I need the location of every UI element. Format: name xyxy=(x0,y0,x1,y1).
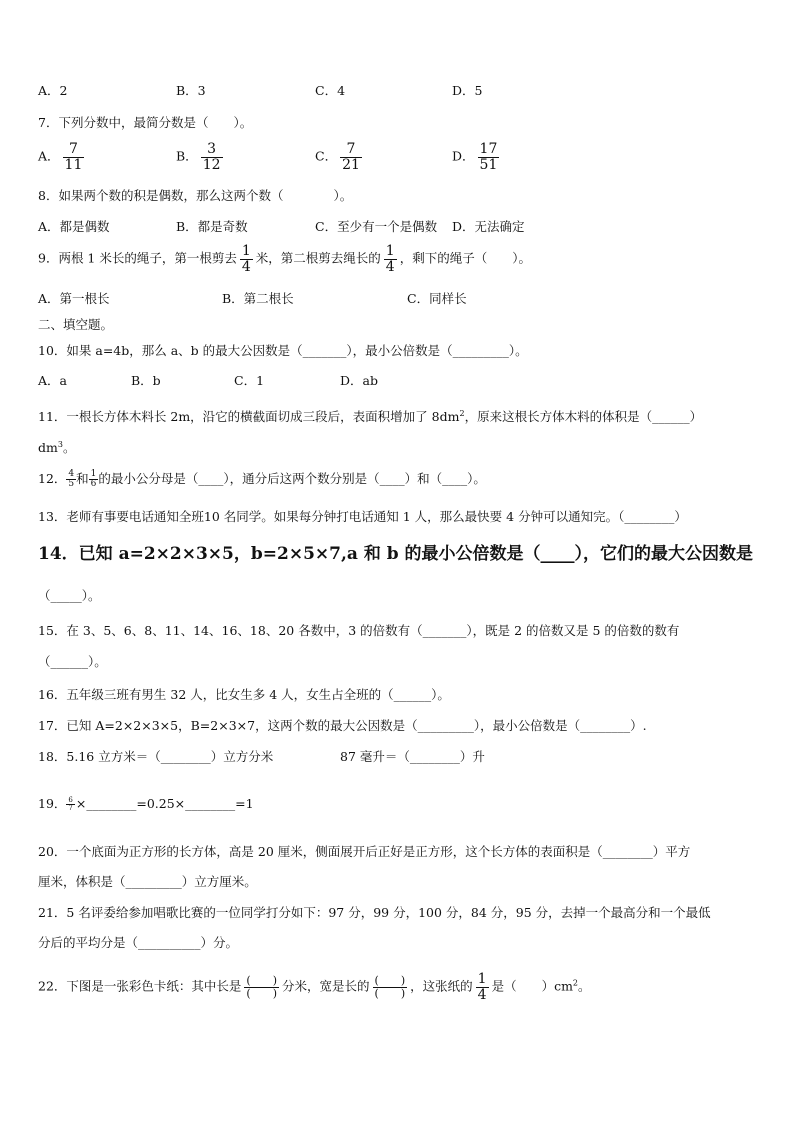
option-label: B． xyxy=(176,148,198,164)
q9-text-3: ，剩下的绳子（ ）。 xyxy=(399,250,531,266)
numerator: 1 xyxy=(90,468,97,479)
denominator-blank: ( ) xyxy=(374,986,406,1000)
fraction xyxy=(240,244,253,274)
numerator: 6 xyxy=(68,795,73,804)
q12-and: 和 xyxy=(76,471,89,486)
q15-line-2: （______）。 xyxy=(38,654,107,669)
q14-line-1: 14．已知 a=2×2×3×5，b=2×5×7,a 和 b 的最小公倍数是（____），它们的最大公因数是 xyxy=(38,544,754,564)
q22-text-2: 分米，宽是长的 xyxy=(282,978,370,994)
q19-number: 19． xyxy=(38,796,67,811)
fraction xyxy=(89,470,99,490)
q11-text-2: ，原来这根长方体木料的体积是（______） xyxy=(464,409,703,425)
denominator: 5 xyxy=(68,479,75,489)
q6-option-d: D．5 xyxy=(452,83,483,98)
q10-option-d: D．ab xyxy=(340,373,378,388)
option-label: A． xyxy=(38,148,60,164)
denominator: 4 xyxy=(477,986,487,1003)
q8-option-d: D．无法确定 xyxy=(452,219,525,234)
denominator: 51 xyxy=(479,156,498,173)
q21-line-1: 21．5 名评委给参加唱歌比赛的一位同学打分如下：97 分，99 分，100 分，84 分，95 分，去掉一个最高分和一个最低 xyxy=(38,905,711,920)
q8-option-a: A．都是偶数 xyxy=(38,219,110,234)
q15-line-1: 15．在 3、5、6、8、11、14、16、18、20 各数中，3 的倍数有（_______），既是 2 的倍数又是 5 的倍数的数有 xyxy=(38,623,680,638)
numerator: 1 xyxy=(477,971,487,987)
q9-option-b: B．第二根长 xyxy=(222,291,294,306)
q13-stem: 13．老师有事要电话通知全班10 名同学。如果每分钟打电话通知 1 人，那么最快要 4 分钟可以通知完。（________） xyxy=(38,509,687,524)
q20-line-1: 20．一个底面为正方形的长方体，高是 20 厘米，侧面展开后正好是正方形，这个长方体的表面积是（________）平方 xyxy=(38,844,691,859)
q11-line-2 xyxy=(38,435,75,458)
q16-stem: 16．五年级三班有男生 32 人，比女生多 4 人，女生占全班的（______）。 xyxy=(38,687,450,702)
q9-stem xyxy=(38,244,531,274)
blank-fraction xyxy=(373,975,408,999)
numerator: 7 xyxy=(63,142,85,158)
q12-text: 的最小公分母是（____），通分后这两个数分别是（____）和（____）。 xyxy=(98,471,486,486)
q10-option-c: C．1 xyxy=(234,373,265,388)
fraction xyxy=(66,797,74,813)
fraction xyxy=(478,142,500,172)
q11-unit: dm xyxy=(38,440,58,456)
q9-option-c: C．同样长 xyxy=(407,291,467,306)
denominator: 11 xyxy=(64,156,83,173)
fraction xyxy=(66,470,76,490)
q12-stem xyxy=(38,469,486,489)
numerator: 1 xyxy=(385,243,395,259)
fraction xyxy=(384,244,397,274)
numerator-blank: ( ) xyxy=(246,974,278,988)
superscript: 2 xyxy=(572,978,579,988)
denominator: 7 xyxy=(68,804,73,812)
q21-line-2: 分后的平均分是（__________）分。 xyxy=(38,935,239,950)
option-label: C． xyxy=(315,148,338,164)
superscript: 3 xyxy=(57,440,63,449)
q6-option-b: B．3 xyxy=(176,83,206,98)
q11-line-1 xyxy=(38,404,702,427)
q7-option-c xyxy=(315,142,365,172)
q19-text: ×________=0.25×________=1 xyxy=(75,796,254,811)
denominator: 21 xyxy=(342,156,360,173)
q6-option-c: C．4 xyxy=(315,83,346,98)
q9-text-2: 米，第二根剪去绳长的 xyxy=(255,250,381,266)
q10-option-b: B．b xyxy=(131,373,161,388)
superscript: 2 xyxy=(459,409,465,418)
numerator: 3 xyxy=(201,142,223,158)
q9-option-a: A．第一根长 xyxy=(38,291,110,306)
fraction xyxy=(63,142,85,172)
q22-text-4: 是（ ）cm xyxy=(491,978,573,994)
q19-stem xyxy=(38,794,254,814)
q9-text-1: 9．两根 1 米长的绳子，第一根剪去 xyxy=(38,250,237,266)
q7-option-a xyxy=(38,142,87,172)
denominator: 4 xyxy=(241,258,251,275)
q22-text-1: 22．下图是一张彩色卡纸：其中长是 xyxy=(38,978,242,994)
numerator: 7 xyxy=(340,142,362,158)
denominator-blank: ( ) xyxy=(246,986,278,1000)
q10-option-a: A．a xyxy=(38,373,67,388)
numerator: 4 xyxy=(68,468,75,479)
fraction xyxy=(476,972,489,1002)
q11-text-1: 11．一根长方体木料长 2m，沿它的横截面切成三段后，表面积增加了 8dm xyxy=(38,409,460,425)
q7-option-b xyxy=(176,142,226,172)
q17-stem: 17．已知 A=2×2×3×5，B=2×3×7，这两个数的最大公因数是（_________），最小公倍数是（________）. xyxy=(38,718,647,733)
fraction xyxy=(201,142,223,172)
q22-end: 。 xyxy=(578,978,591,994)
numerator: 17 xyxy=(479,141,498,157)
q7-option-d xyxy=(452,142,502,172)
fraction xyxy=(340,142,362,172)
q8-option-b: B．都是奇数 xyxy=(176,219,248,234)
q18-part-b: 87 毫升＝（________）升 xyxy=(340,749,485,764)
blank-fraction xyxy=(244,975,279,999)
denominator: 4 xyxy=(385,258,395,275)
q6-option-a: A．2 xyxy=(38,83,68,98)
q22-text-3: ，这张纸的 xyxy=(410,978,473,994)
q14-line-2: （_____）。 xyxy=(38,588,101,603)
q7-stem: 7．下列分数中，最简分数是（ ）。 xyxy=(38,115,253,130)
section-heading: 二、填空题。 xyxy=(38,317,114,332)
q11-end: 。 xyxy=(62,440,76,456)
q22-stem xyxy=(38,972,591,1002)
numerator: 1 xyxy=(241,243,251,259)
q18-part-a: 18．5.16 立方米＝（________）立方分米 xyxy=(38,749,274,764)
q10-stem: 10．如果 a=4b，那么 a、b 的最大公因数是（_______），最小公倍数是（_________）。 xyxy=(38,343,528,358)
denominator: 12 xyxy=(202,156,221,173)
denominator: 6 xyxy=(90,479,97,489)
q12-number: 12． xyxy=(38,471,67,486)
numerator-blank: ( ) xyxy=(374,974,406,988)
q20-line-2: 厘米，体积是（_________）立方厘米。 xyxy=(38,874,257,889)
q8-option-c: C．至少有一个是偶数 xyxy=(315,219,438,234)
q8-stem: 8．如果两个数的积是偶数，那么这两个数（ ）。 xyxy=(38,188,353,203)
option-label: D． xyxy=(452,148,475,164)
